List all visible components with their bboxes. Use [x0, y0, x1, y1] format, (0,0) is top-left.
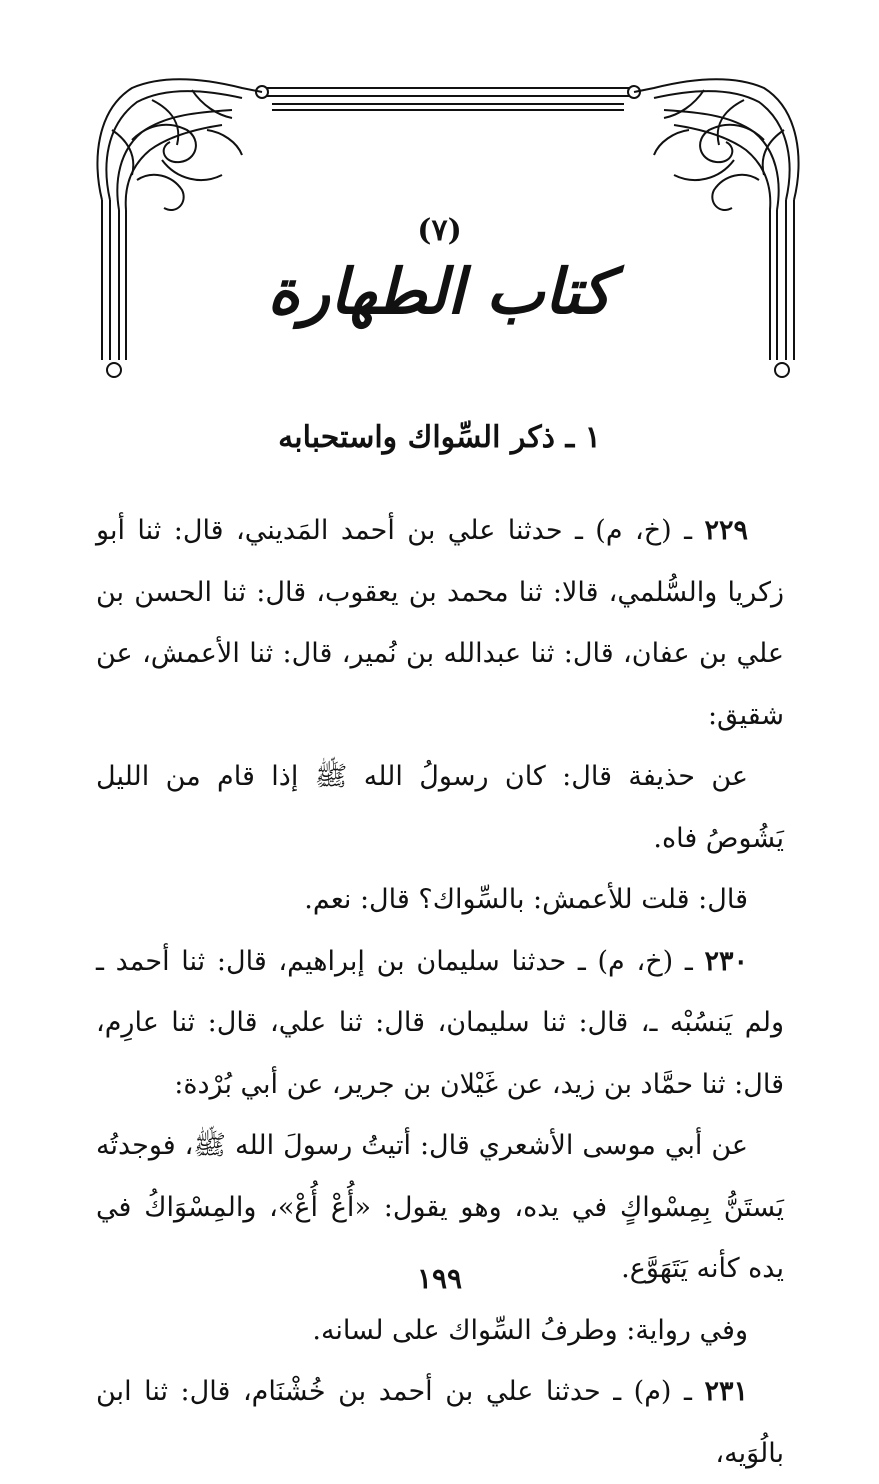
hadith-paragraph — [96, 1300, 784, 1362]
paragraph-text: وفي رواية: وطرفُ السِّواك على لسانه. — [312, 1314, 748, 1346]
book-number: (٧) — [417, 213, 462, 248]
paragraph-text: ـ (م) ـ حدثنا علي بن أحمد بن خُشْنَام، قال: ثنا ابن بالُوَيه، — [96, 1376, 784, 1469]
hadith-paragraph — [96, 869, 784, 931]
book-title: كتاب الطهارة — [267, 255, 612, 328]
paragraph-text: عن أبي موسى الأشعري قال: أتيتُ رسولَ الله ﷺ، فوجدتُه يَستَنُّ بِمِسْواكٍ في يده، وهو يقول: «أُعْ أُعْ»، والمِسْوَاكُ في يده كأنه يَتَهَوَّع. — [96, 1130, 784, 1284]
paragraph-text: قال: قلت للأعمش: بالسِّواك؟ قال: نعم. — [304, 884, 748, 915]
page-number: ١٩٩ — [416, 1262, 463, 1295]
body-text — [96, 500, 784, 1484]
hadith-number: ٢٣١ — [704, 1376, 748, 1407]
hadith-number: ٢٢٩ — [704, 515, 748, 546]
hadith-paragraph — [96, 500, 784, 746]
hadith-number: ٢٣٠ — [704, 945, 748, 977]
chapter-heading: ١ ـ ذكر السِّواك واستحبابه — [278, 420, 601, 455]
hadith-paragraph — [96, 1361, 784, 1484]
paragraph-text: عن حذيفة قال: كان رسولُ الله ﷺ إذا قام من الليل يَشُوصُ فاه. — [96, 761, 784, 854]
hadith-paragraph — [96, 746, 784, 869]
paragraph-text: ـ (خ، م) ـ حدثنا علي بن أحمد المَديني، قال: ثنا أبو زكريا والسُّلمي، قالا: ثنا محمد بن يعقوب، قال: ثنا الحسن بن علي بن عفان، قال: ثنا عبدالله بن نُمير، قال: ثنا الأعمش، عن شقيق: — [96, 515, 784, 731]
paragraph-text: ـ (خ، م) ـ حدثنا سليمان بن إبراهيم، قال: ثنا أحمد ـ ولم يَنسُبْه ـ، قال: ثنا سليمان، قال: ثنا علي، قال: ثنا عارِم، قال: ثنا حمَّاد بن زيد، عن غَيْلان بن جرير، عن أبي بُرْدة: — [96, 945, 784, 1100]
hadith-paragraph — [96, 931, 784, 1116]
